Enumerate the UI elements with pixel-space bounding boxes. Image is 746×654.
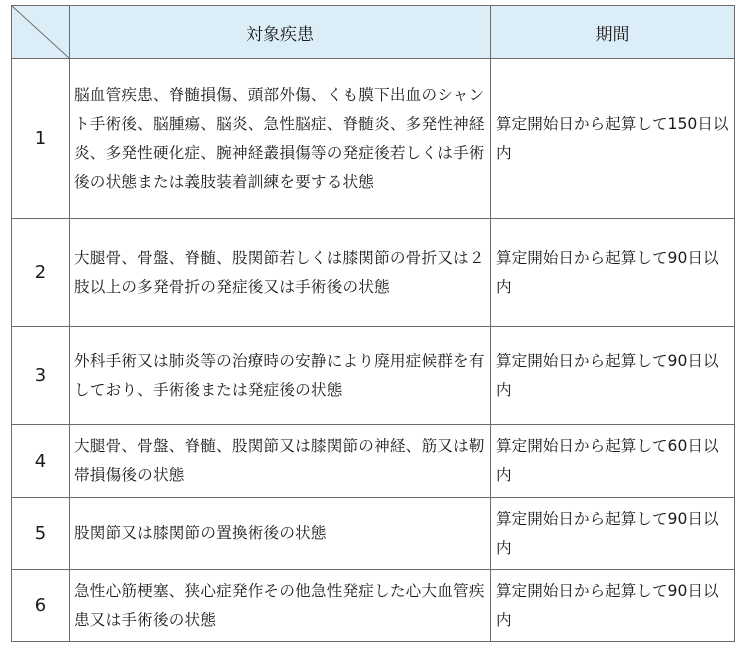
table-row <box>12 327 735 425</box>
row-condition: 大腿骨、骨盤、脊髄、股関節若しくは膝関節の骨折又は２肢以上の多発骨折の発症後又は手術後の状態 <box>70 219 491 327</box>
row-condition: 脳血管疾患、脊髄損傷、頭部外傷、くも膜下出血のシャント手術後、脳腫瘍、脳炎、急性脳症、脊髄炎、多発性神経炎、多発性硬化症、腕神経叢損傷等の発症後若しくは手術後の状態または義肢装着訓練を要する状態 <box>70 59 491 219</box>
row-number: 4 <box>12 425 70 498</box>
table-header-row <box>12 6 735 59</box>
row-period: 算定開始日から起算して90日以内 <box>491 498 735 570</box>
row-number: 5 <box>12 498 70 570</box>
table-row <box>12 219 735 327</box>
table-row <box>12 570 735 642</box>
row-number: 1 <box>12 59 70 219</box>
header-subject: 対象疾患 <box>70 6 491 59</box>
table-row <box>12 498 735 570</box>
row-period: 算定開始日から起算して60日以内 <box>491 425 735 498</box>
header-period: 期間 <box>491 6 735 59</box>
diagonal-line <box>12 6 69 58</box>
row-condition: 急性心筋梗塞、狭心症発作その他急性発症した心大血管疾患又は手術後の状態 <box>70 570 491 642</box>
row-period: 算定開始日から起算して90日以内 <box>491 219 735 327</box>
table-row <box>12 59 735 219</box>
row-condition: 大腿骨、骨盤、脊髄、股関節又は膝関節の神経、筋又は靭帯損傷後の状態 <box>70 425 491 498</box>
row-number: 2 <box>12 219 70 327</box>
row-condition: 外科手術又は肺炎等の治療時の安静により廃用症候群を有しており、手術後または発症後の状態 <box>70 327 491 425</box>
rehabilitation-period-table <box>11 5 735 642</box>
row-period: 算定開始日から起算して90日以内 <box>491 570 735 642</box>
row-period: 算定開始日から起算して150日以内 <box>491 59 735 219</box>
table-row <box>12 425 735 498</box>
header-corner-cell <box>12 6 70 59</box>
row-number: 3 <box>12 327 70 425</box>
row-condition: 股関節又は膝関節の置換術後の状態 <box>70 498 491 570</box>
row-period: 算定開始日から起算して90日以内 <box>491 327 735 425</box>
row-number: 6 <box>12 570 70 642</box>
